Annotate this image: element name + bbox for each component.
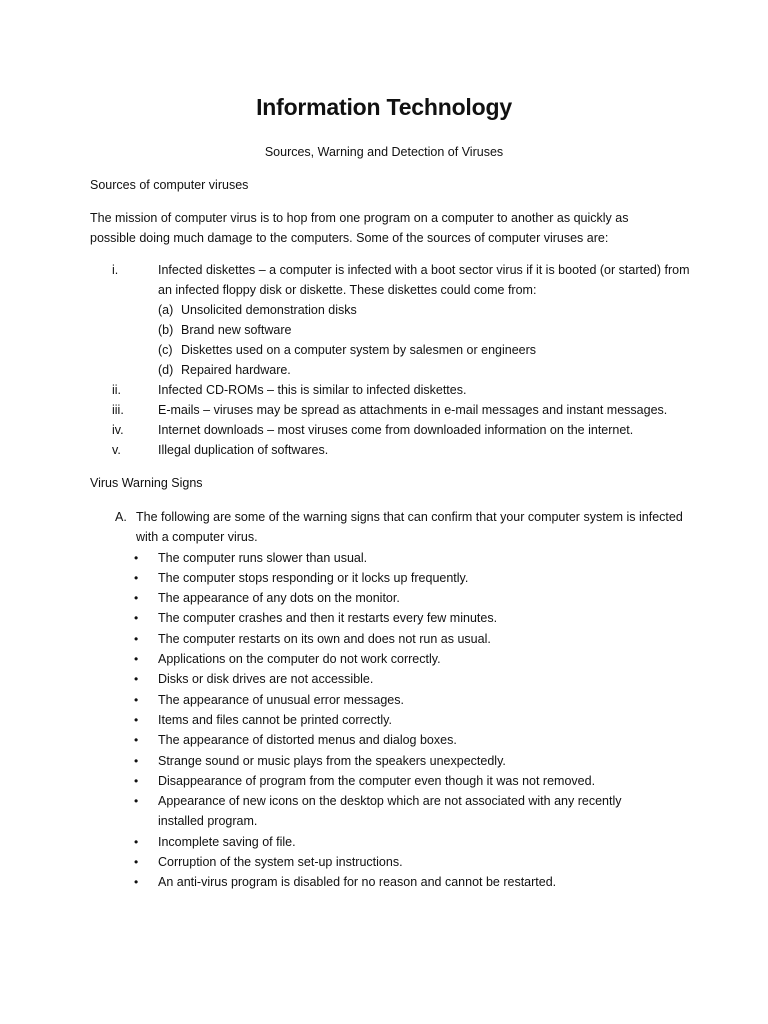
list-item-text: The computer stops responding or it locks up frequently. (158, 570, 469, 585)
list-item-text: Repaired hardware. (181, 363, 291, 377)
bullet-icon: • (134, 855, 139, 870)
list-item (90, 380, 690, 400)
diskette-sources-list (158, 300, 690, 380)
page-subtitle: Sources, Warning and Detection of Viruses (264, 145, 504, 159)
list-item-text: Applications on the computer do not work correctly. (158, 652, 441, 667)
list-item-text: Disks or disk drives are not accessible. (158, 672, 374, 687)
list-item (90, 852, 648, 872)
bullet-icon: • (134, 834, 139, 849)
list-item-text: Unsolicited demonstration disks (181, 303, 357, 317)
list-item (90, 669, 648, 689)
bullet-icon: • (134, 712, 139, 727)
list-item-text: The computer restarts on its own and does not run as usual. (158, 631, 491, 646)
list-item (90, 751, 648, 771)
list-item-text: Diskettes used on a computer system by salesmen or engineers (181, 343, 537, 357)
list-item-text: The computer runs slower than usual. (158, 550, 368, 565)
bullet-icon: • (134, 631, 139, 646)
list-item (90, 400, 690, 420)
list-item-text: The appearance of any dots on the monitor. (158, 591, 400, 606)
list-item-text: Items and files cannot be printed correctly. (158, 712, 392, 727)
list-item-text: Strange sound or music plays from the speakers unexpectedly. (158, 753, 506, 768)
bullet-icon: • (134, 875, 139, 890)
warning-signs-intro-text: The following are some of the warning signs that can confirm that your computer system is infected with a computer virus. (136, 510, 683, 545)
list-item (90, 832, 648, 852)
list-item-text: The computer crashes and then it restarts every few minutes. (158, 611, 498, 626)
list-item-text: E-mails – viruses may be spread as attachments in e-mail messages and instant messages. (158, 403, 668, 417)
list-item-text: Appearance of new icons on the desktop which are not associated with any recently installed program. (158, 794, 622, 829)
bullet-icon: • (134, 794, 139, 809)
bullet-icon: • (134, 692, 139, 707)
bullet-icon: • (134, 570, 139, 585)
list-marker: (c) (158, 343, 173, 357)
list-item-text: Corruption of the system set-up instructions. (158, 855, 403, 870)
list-marker: iii. (112, 403, 124, 417)
list-item (90, 440, 690, 460)
list-marker: (d) (158, 363, 174, 377)
list-item (90, 791, 648, 832)
list-marker: i. (112, 263, 119, 277)
list-item (90, 420, 690, 440)
list-marker: (a) (158, 303, 174, 317)
list-item (90, 260, 690, 380)
list-item (90, 568, 648, 588)
list-item (90, 771, 648, 791)
bullet-icon: • (134, 652, 139, 667)
list-item (90, 649, 648, 669)
list-item (90, 872, 648, 892)
warning-signs-intro (90, 507, 690, 548)
intro-paragraph: The mission of computer virus is to hop from one program on a computer to another as quickly as possible doing much damage to the computers. Some of the sources of computer viruses are: (90, 211, 629, 245)
warning-signs-section (90, 507, 690, 893)
list-marker: ii. (112, 383, 122, 397)
list-item (90, 710, 648, 730)
list-item (90, 608, 648, 628)
bullet-icon: • (134, 733, 139, 748)
section-heading-sources: Sources of computer viruses (90, 178, 249, 192)
bullet-icon: • (134, 672, 139, 687)
list-item-text: Infected CD-ROMs – this is similar to infected diskettes. (158, 383, 467, 397)
section-heading-warning-signs: Virus Warning Signs (90, 476, 203, 490)
list-item (90, 588, 648, 608)
list-marker: v. (112, 443, 121, 457)
list-item-text: Infected diskettes – a computer is infected with a boot sector virus if it is booted (or started) from an infected floppy disk or diskette. These diskettes could come from: (158, 263, 690, 297)
list-item (90, 730, 648, 750)
list-item (90, 548, 648, 568)
bullet-icon: • (134, 550, 139, 565)
list-item-text: The appearance of unusual error messages. (158, 692, 404, 707)
list-item (90, 690, 648, 710)
warning-signs-list (90, 548, 690, 893)
bullet-icon: • (134, 773, 139, 788)
list-item-text: Illegal duplication of softwares. (158, 443, 329, 457)
bullet-icon: • (134, 591, 139, 606)
page-title: Information Technology (256, 94, 512, 120)
list-item-text: Disappearance of program from the computer even though it was not removed. (158, 773, 596, 788)
list-item (158, 340, 690, 360)
list-item (90, 629, 648, 649)
bullet-icon: • (134, 753, 139, 768)
list-marker: iv. (112, 423, 124, 437)
list-item-text: Internet downloads – most viruses come from downloaded information on the internet. (158, 423, 634, 437)
bullet-icon: • (134, 611, 139, 626)
list-marker: (b) (158, 323, 174, 337)
sources-list (90, 260, 690, 460)
list-item-text: The appearance of distorted menus and dialog boxes. (158, 733, 457, 748)
list-item-text: An anti-virus program is disabled for no reason and cannot be restarted. (158, 875, 557, 890)
list-item-text: Incomplete saving of file. (158, 834, 296, 849)
list-marker: A. (115, 510, 127, 524)
list-item (158, 320, 690, 340)
list-item (158, 300, 690, 320)
list-item (158, 360, 690, 380)
list-item-text: Brand new software (181, 323, 292, 337)
